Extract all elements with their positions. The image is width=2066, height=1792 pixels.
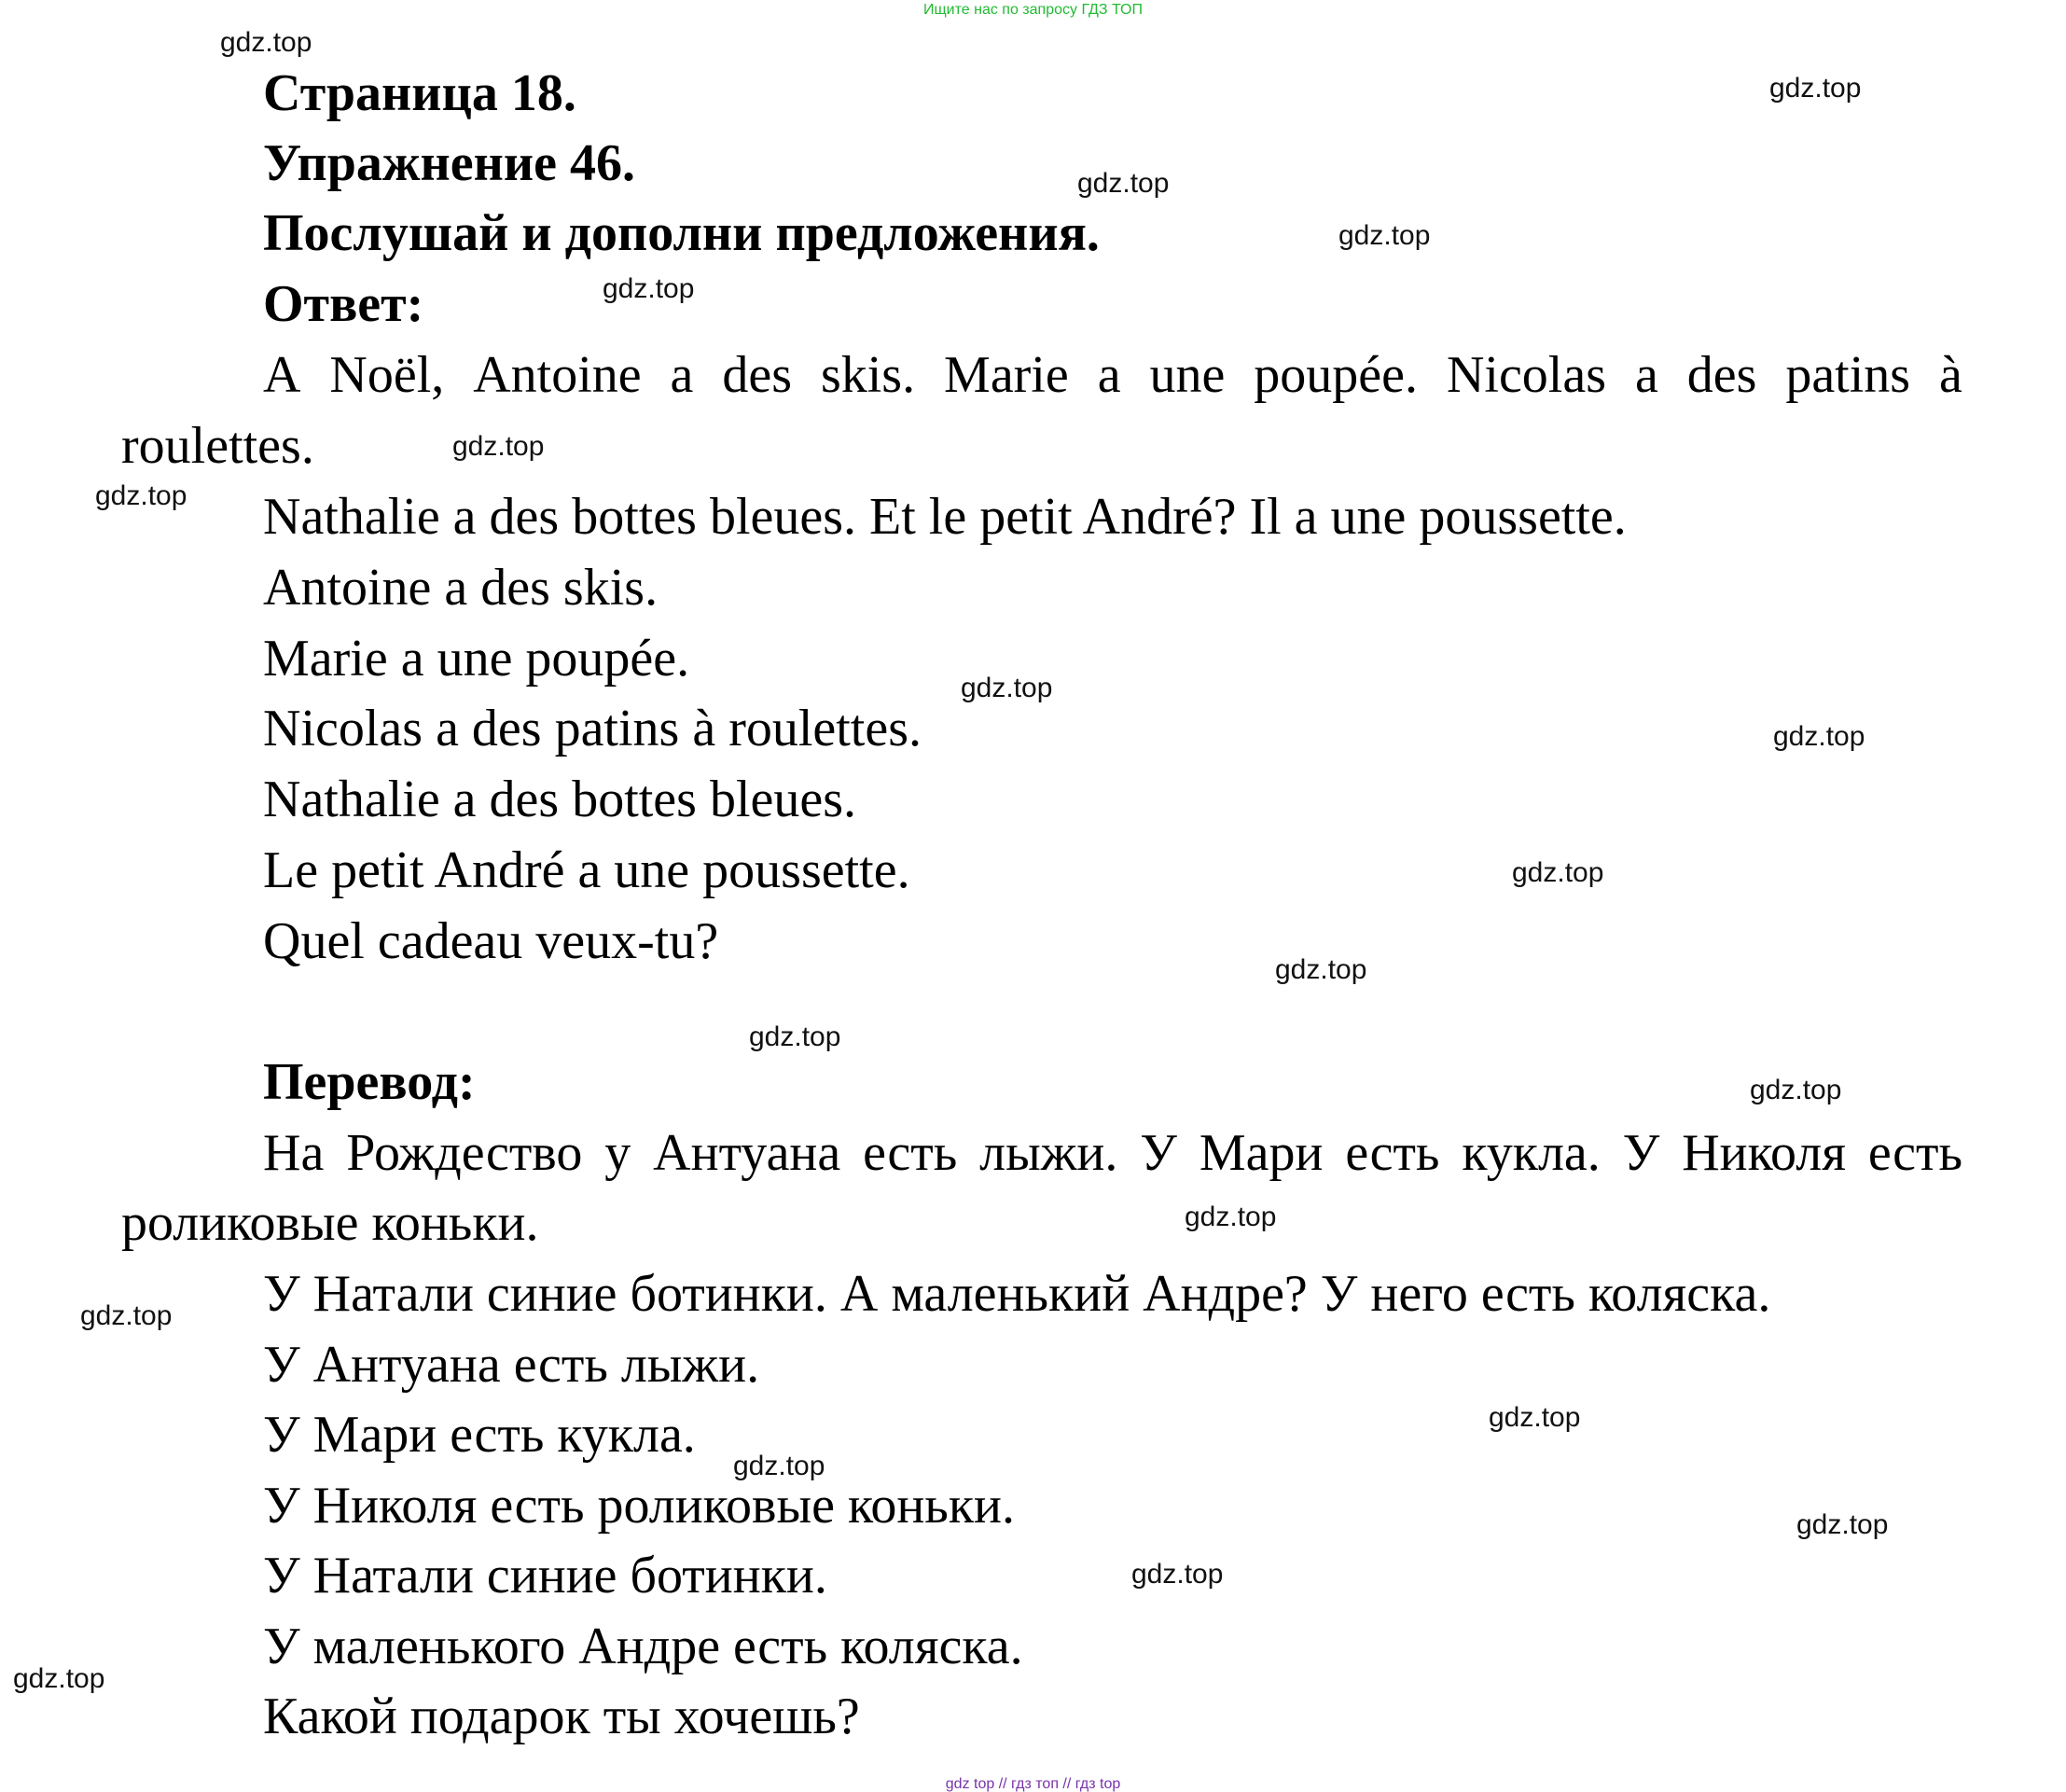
translation-paragraph-first-line <box>263 1124 1962 1182</box>
footer-links: gdz top // гдз топ // гдз top <box>945 1776 1121 1792</box>
translation-line: Какой подарок ты хочешь? <box>263 1688 860 1745</box>
word: A <box>263 346 301 404</box>
word: patins <box>1785 346 1911 404</box>
watermark: gdz.top <box>13 1663 105 1694</box>
translation-line: У Николя есть роликовые коньки. <box>263 1477 1016 1535</box>
watermark: gdz.top <box>1489 1402 1581 1433</box>
word: Noël, <box>329 346 445 404</box>
translation-label: Перевод: <box>263 1053 476 1111</box>
word: a <box>1097 346 1121 404</box>
translation-paragraph-end: роликовые коньки. <box>121 1194 539 1252</box>
word: Marie <box>944 346 1069 404</box>
page-number-heading: Страница 18. <box>263 64 576 122</box>
word: У <box>1140 1124 1177 1182</box>
word: есть <box>1345 1124 1440 1182</box>
word: есть <box>863 1124 958 1182</box>
translation-line: У Натали синие ботинки. <box>263 1547 827 1604</box>
watermark: gdz.top <box>220 27 312 58</box>
watermark: gdz.top <box>1338 220 1431 251</box>
word: des <box>1686 346 1757 404</box>
watermark: gdz.top <box>603 273 695 304</box>
watermark: gdz.top <box>961 673 1053 703</box>
watermark: gdz.top <box>733 1451 825 1481</box>
watermark: gdz.top <box>1131 1559 1224 1590</box>
answer-paragraph-end: roulettes. <box>121 417 314 475</box>
translation-line: У Мари есть кукла. <box>263 1406 696 1464</box>
word: une <box>1149 346 1226 404</box>
answer-line: Antoine a des skis. <box>263 559 659 617</box>
word: des <box>722 346 792 404</box>
translation-line: У маленького Андре есть коляска. <box>263 1618 1023 1675</box>
answer-line: Le petit André a une poussette. <box>263 841 910 899</box>
watermark: gdz.top <box>80 1300 173 1331</box>
watermark: gdz.top <box>1275 954 1367 985</box>
watermark: gdz.top <box>1077 168 1170 199</box>
answer-line: Quel cadeau veux-tu? <box>263 912 719 970</box>
watermark: gdz.top <box>1769 73 1862 104</box>
word: poupée. <box>1254 346 1418 404</box>
word: Антуана <box>653 1124 841 1182</box>
word: лыжи. <box>979 1124 1118 1182</box>
watermark: gdz.top <box>95 480 187 511</box>
top-banner: Ищите нас по запросу ГДЗ ТОП <box>923 2 1143 18</box>
word: a <box>1634 346 1658 404</box>
translation-line: У Натали синие ботинки. А маленький Андре? У него есть коляска. <box>263 1265 1771 1323</box>
word: a <box>670 346 694 404</box>
watermark: gdz.top <box>452 431 545 462</box>
word: есть <box>1867 1124 1962 1182</box>
watermark: gdz.top <box>1185 1202 1277 1232</box>
word: Nicolas <box>1446 346 1606 404</box>
word: На <box>263 1124 325 1182</box>
exercise-heading: Упражнение 46. <box>263 134 636 192</box>
word: Antoine <box>473 346 642 404</box>
watermark: gdz.top <box>749 1021 841 1052</box>
word: Рождество <box>346 1124 583 1182</box>
answer-label: Ответ: <box>263 275 424 333</box>
word: skis. <box>820 346 916 404</box>
watermark: gdz.top <box>1512 857 1604 888</box>
watermark: gdz.top <box>1750 1075 1842 1105</box>
word: кукла. <box>1462 1124 1601 1182</box>
answer-line: Nathalie a des bottes bleues. Et le petit André? Il a une poussette. <box>263 488 1627 546</box>
word: у <box>604 1124 631 1182</box>
word: У <box>1622 1124 1660 1182</box>
answer-line: Nicolas a des patins à roulettes. <box>263 700 922 757</box>
translation-line: У Антуана есть лыжи. <box>263 1336 760 1394</box>
word: Мари <box>1199 1124 1324 1182</box>
word: Николя <box>1682 1124 1846 1182</box>
watermark: gdz.top <box>1773 721 1865 752</box>
word: à <box>1939 346 1962 404</box>
watermark: gdz.top <box>1796 1509 1889 1540</box>
task-heading: Послушай и дополни предложения. <box>263 204 1100 262</box>
answer-line: Nathalie a des bottes bleues. <box>263 771 857 828</box>
answer-line: Marie a une poupée. <box>263 630 690 688</box>
answer-paragraph-first-line <box>263 346 1962 404</box>
